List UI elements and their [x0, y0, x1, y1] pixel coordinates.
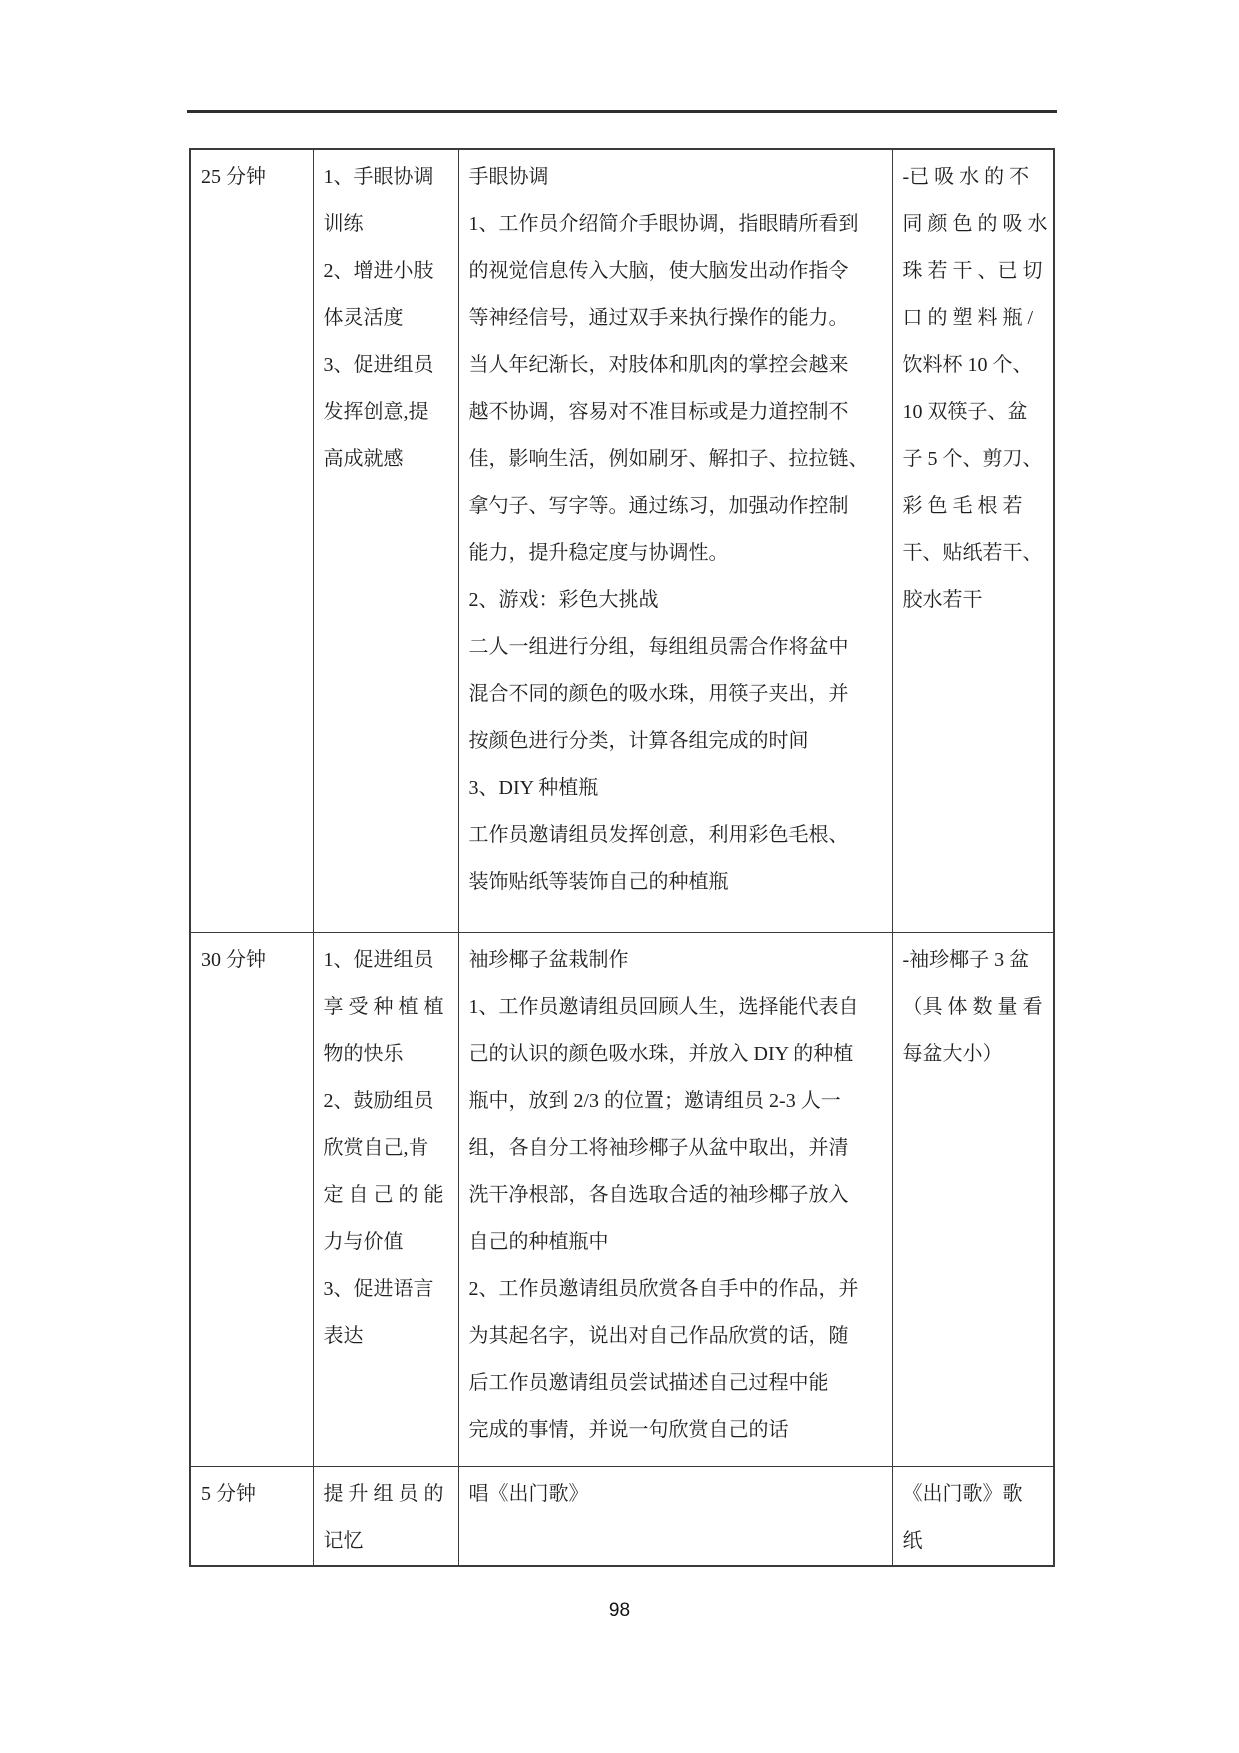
table-row-25min	[190, 149, 1054, 933]
text-line: 彩 色 毛 根 若	[902, 495, 1023, 517]
text-line: 2、游戏：彩色大挑战	[468, 589, 659, 611]
cell-objectives	[313, 933, 458, 1467]
text-line: 洗干净根部，各自选取合适的袖珍椰子放入	[468, 1184, 849, 1206]
text-line: 体灵活度	[323, 307, 404, 329]
page-number: 98	[608, 1600, 631, 1621]
text-line: 瓶中，放到 2/3 的位置；邀请组员 2-3 人一	[468, 1090, 841, 1112]
text-line: 自己的种植瓶中	[468, 1231, 609, 1253]
text-line: 训练	[323, 213, 364, 235]
text-line: 力与价值	[323, 1231, 404, 1253]
text-line: 物的快乐	[323, 1043, 404, 1065]
text-line: 己的认识的颜色吸水珠，并放入 DIY 的种植	[468, 1043, 854, 1065]
cell-materials	[892, 933, 1054, 1467]
text-line: 越不协调，容易对不准目标或是力道控制不	[468, 401, 849, 423]
text-line: 提 升 组 员 的	[323, 1483, 444, 1505]
text-line: （具 体 数 量 看	[902, 996, 1043, 1018]
text-line: 3、DIY 种植瓶	[468, 777, 599, 799]
text-line: 10 双筷子、盆	[902, 401, 1028, 423]
text-line: 完成的事情，并说一句欣赏自己的话	[468, 1419, 789, 1441]
text-line: 拿勺子、写字等。通过练习，加强动作控制	[468, 495, 849, 517]
text-line: 每盆大小）	[902, 1043, 1003, 1065]
text-line: 当人年纪渐长，对肢体和肌肉的掌控会越来	[468, 354, 849, 376]
text-line: 饮料杯 10 个、	[902, 354, 1033, 376]
text-line: -袖珍椰子 3 盆	[902, 949, 1030, 971]
text-line: 1、工作员介绍简介手眼协调，指眼睛所看到	[468, 213, 859, 235]
text-line: 3、促进组员	[323, 354, 434, 376]
text-line: 《出门歌》歌	[902, 1483, 1023, 1505]
text-line: 组，各自分工将袖珍椰子从盆中取出，并清	[468, 1137, 849, 1159]
text-line: 2、增进小肢	[323, 260, 434, 282]
text-line: 定 自 己 的 能	[323, 1184, 444, 1206]
text-line: 混合不同的颜色的吸水珠，用筷子夹出，并	[468, 683, 849, 705]
text-line: 享 受 种 植 植	[323, 996, 444, 1018]
text-line: 手眼协调	[468, 166, 549, 188]
text-line: 能力，提升稳定度与协调性。	[468, 542, 729, 564]
text-line: 珠 若 干 、已 切	[902, 260, 1043, 282]
text-line: 袖珍椰子盆栽制作	[468, 949, 629, 971]
text-line: 为其起名字，说出对自己作品欣赏的话，随	[468, 1325, 849, 1347]
cell-duration: 25 分钟	[190, 149, 313, 933]
text-line: 纸	[902, 1530, 923, 1552]
text-line: 子 5 个、剪刀、	[902, 448, 1043, 470]
cell-objectives	[313, 1467, 458, 1567]
text-line: 记忆	[323, 1530, 364, 1552]
text-line: 高成就感	[323, 448, 404, 470]
cell-materials	[892, 149, 1054, 933]
text-line: -已 吸 水 的 不	[902, 166, 1030, 188]
activity-plan-table	[189, 148, 1055, 1567]
cell-duration: 30 分钟	[190, 933, 313, 1467]
text-line: 的视觉信息传入大脑，使大脑发出动作指令	[468, 260, 849, 282]
cell-content	[458, 149, 892, 933]
header-rule	[187, 110, 1057, 113]
table-row-5min	[190, 1467, 1054, 1567]
text-line: 装饰贴纸等装饰自己的种植瓶	[468, 871, 729, 893]
text-line: 工作员邀请组员发挥创意，利用彩色毛根、	[468, 824, 849, 846]
text-line: 欣赏自己,肯	[323, 1137, 429, 1159]
text-line: 等神经信号，通过双手来执行操作的能力。	[468, 307, 849, 329]
text-line: 1、工作员邀请组员回顾人生，选择能代表自	[468, 996, 859, 1018]
text-line: 二人一组进行分组，每组组员需合作将盆中	[468, 636, 849, 658]
cell-materials	[892, 1467, 1054, 1567]
text-line: 口 的 塑 料 瓶 /	[902, 307, 1034, 329]
text-line: 后工作员邀请组员尝试描述自己过程中能	[468, 1372, 829, 1394]
text-line: 2、工作员邀请组员欣赏各自手中的作品，并	[468, 1278, 859, 1300]
cell-objectives	[313, 149, 458, 933]
text-line: 干、贴纸若干、	[902, 542, 1043, 564]
cell-content	[458, 1467, 892, 1567]
cell-duration: 5 分钟	[190, 1467, 313, 1567]
text-line: 3、促进语言	[323, 1278, 434, 1300]
text-line: 同 颜 色 的 吸 水	[902, 213, 1048, 235]
text-line: 佳，影响生活，例如刷牙、解扣子、拉拉链、	[468, 448, 869, 470]
text-line: 发挥创意,提	[323, 401, 429, 423]
text-line: 唱《出门歌》	[468, 1483, 589, 1505]
text-line: 表达	[323, 1325, 364, 1347]
text-line: 1、促进组员	[323, 949, 434, 971]
text-line: 2、鼓励组员	[323, 1090, 434, 1112]
text-line: 1、手眼协调	[323, 166, 434, 188]
text-line: 胶水若干	[902, 589, 983, 611]
text-line: 按颜色进行分类，计算各组完成的时间	[468, 730, 809, 752]
table-row-30min	[190, 933, 1054, 1467]
cell-content	[458, 933, 892, 1467]
